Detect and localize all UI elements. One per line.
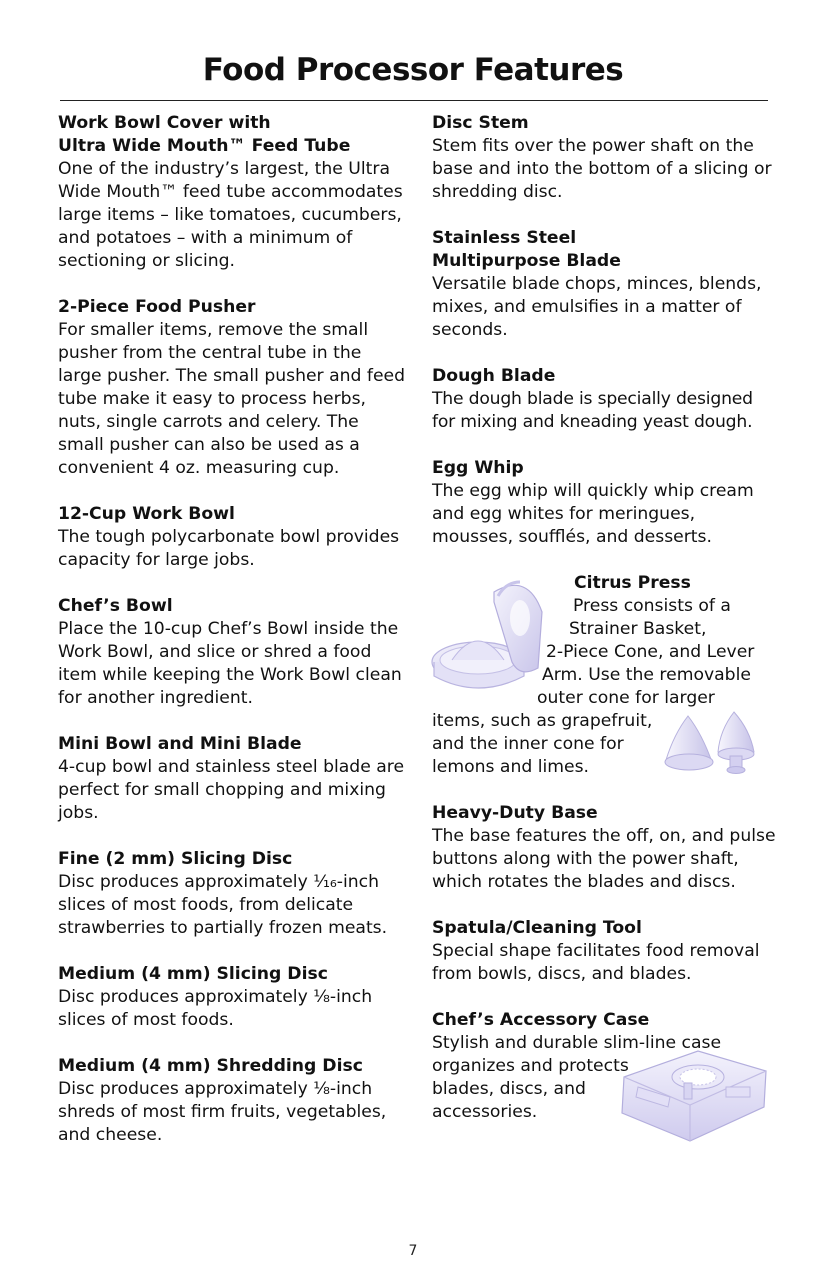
feature-title: 12-Cup Work Bowl (58, 504, 235, 524)
feature-dough-blade (432, 365, 777, 434)
feature-description: One of the industry’s largest, the Ultra Wide Mouth™ feed tube accommodates large items – like tomatoes, cucumbers, and potatoes – with a minimum of sectioning or slicing. (58, 159, 403, 271)
citrus-line: outer cone for larger (537, 688, 715, 708)
feature-title: Disc Stem (432, 113, 529, 133)
feature-food-pusher (58, 296, 408, 480)
citrus-line: Press consists of a (573, 596, 731, 616)
feature-work-bowl-cover (58, 112, 408, 273)
citrus-cones-illustration (660, 710, 760, 778)
feature-citrus-press (432, 572, 777, 779)
feature-title (58, 112, 408, 158)
feature-accessory-case (432, 1009, 777, 1124)
feature-description: The tough polycarbonate bowl provides capacity for large jobs. (58, 527, 400, 570)
feature-description: Disc produces approximately ⅛-inch shreds of most firm fruits, vegetables, and cheese. (58, 1079, 387, 1145)
feature-heavy-duty-base (432, 802, 777, 894)
feature-medium-slicing-disc (58, 963, 408, 1032)
feature-fine-slicing-disc (58, 848, 408, 940)
citrus-line: items, such as grapefruit, (432, 711, 653, 731)
feature-description: The base features the off, on, and pulse buttons along with the power shaft, which rotates the blades and discs. (432, 826, 776, 892)
feature-title: Mini Bowl and Mini Blade (58, 734, 302, 754)
feature-title: Medium (4 mm) Shredding Disc (58, 1056, 363, 1076)
feature-work-bowl (58, 503, 408, 572)
citrus-line: and the inner cone for (432, 734, 624, 754)
feature-title: Chef’s Accessory Case (432, 1010, 650, 1030)
feature-description: Special shape facilitates food removal from bowls, discs, and blades. (432, 941, 760, 984)
title-divider (60, 100, 768, 101)
feature-description: The egg whip will quickly whip cream and egg whites for meringues, mousses, soufflés, and desserts. (432, 481, 754, 547)
right-column (432, 112, 777, 1147)
feature-title-line: Work Bowl Cover with (58, 113, 271, 133)
feature-multipurpose-blade (432, 227, 777, 342)
feature-title-line: Multipurpose Blade (432, 251, 621, 271)
feature-title: Chef’s Bowl (58, 596, 173, 616)
feature-description: Versatile blade chops, minces, blends, mixes, and emulsifies in a matter of seconds. (432, 274, 762, 340)
feature-title: Heavy-Duty Base (432, 803, 598, 823)
feature-description: Disc produces approximately ⅛-inch slices of most foods. (58, 987, 373, 1030)
feature-egg-whip (432, 457, 777, 549)
feature-title: 2-Piece Food Pusher (58, 297, 256, 317)
feature-title: Dough Blade (432, 366, 556, 386)
feature-chefs-bowl (58, 595, 408, 710)
feature-title: Spatula/Cleaning Tool (432, 918, 642, 938)
feature-mini-bowl (58, 733, 408, 825)
feature-disc-stem (432, 112, 777, 204)
citrus-title: Citrus Press (574, 573, 691, 593)
feature-title: Egg Whip (432, 458, 524, 478)
citrus-press-illustration (428, 572, 550, 700)
feature-title-line: Stainless Steel (432, 228, 577, 248)
feature-description: For smaller items, remove the small pusher from the central tube in the large pusher. The small pusher and feed tube make it easy to process herbs, nuts, single carrots and celery. The small pusher can also be used as a convenient 4 oz. measuring cup. (58, 320, 405, 478)
accessory-case-illustration (618, 1047, 770, 1145)
feature-shredding-disc (58, 1055, 408, 1147)
feature-title-line: Ultra Wide Mouth™ Feed Tube (58, 136, 351, 156)
citrus-line: 2-Piece Cone, and Lever (546, 642, 755, 662)
citrus-line: Arm. Use the removable (542, 665, 751, 685)
page-number: 7 (408, 1243, 418, 1259)
feature-title: Medium (4 mm) Slicing Disc (58, 964, 328, 984)
case-line: organizes and protects (432, 1056, 629, 1076)
feature-description: Place the 10-cup Chef’s Bowl inside the Work Bowl, and slice or shred a food item while keeping the Work Bowl clean for another ingredient. (58, 619, 402, 708)
feature-description: Stem fits over the power shaft on the base and into the bottom of a slicing or shredding disc. (432, 136, 772, 202)
case-line: blades, discs, and (432, 1079, 586, 1099)
feature-description: Disc produces approximately ¹⁄₁₆-inch slices of most foods, from delicate strawberries to partially frozen meats. (58, 872, 388, 938)
feature-title (432, 227, 777, 273)
left-column (58, 112, 408, 1170)
citrus-line: Strainer Basket, (569, 619, 707, 639)
case-line: accessories. (432, 1102, 538, 1122)
feature-description: 4-cup bowl and stainless steel blade are perfect for small chopping and mixing jobs. (58, 757, 405, 823)
case-line: Stylish and durable slim-line case (432, 1033, 722, 1053)
feature-title: Fine (2 mm) Slicing Disc (58, 849, 293, 869)
feature-spatula (432, 917, 777, 986)
page-title: Food Processor Features (202, 52, 624, 88)
feature-description: The dough blade is specially designed for mixing and kneading yeast dough. (432, 389, 753, 432)
citrus-line: lemons and limes. (432, 757, 590, 777)
